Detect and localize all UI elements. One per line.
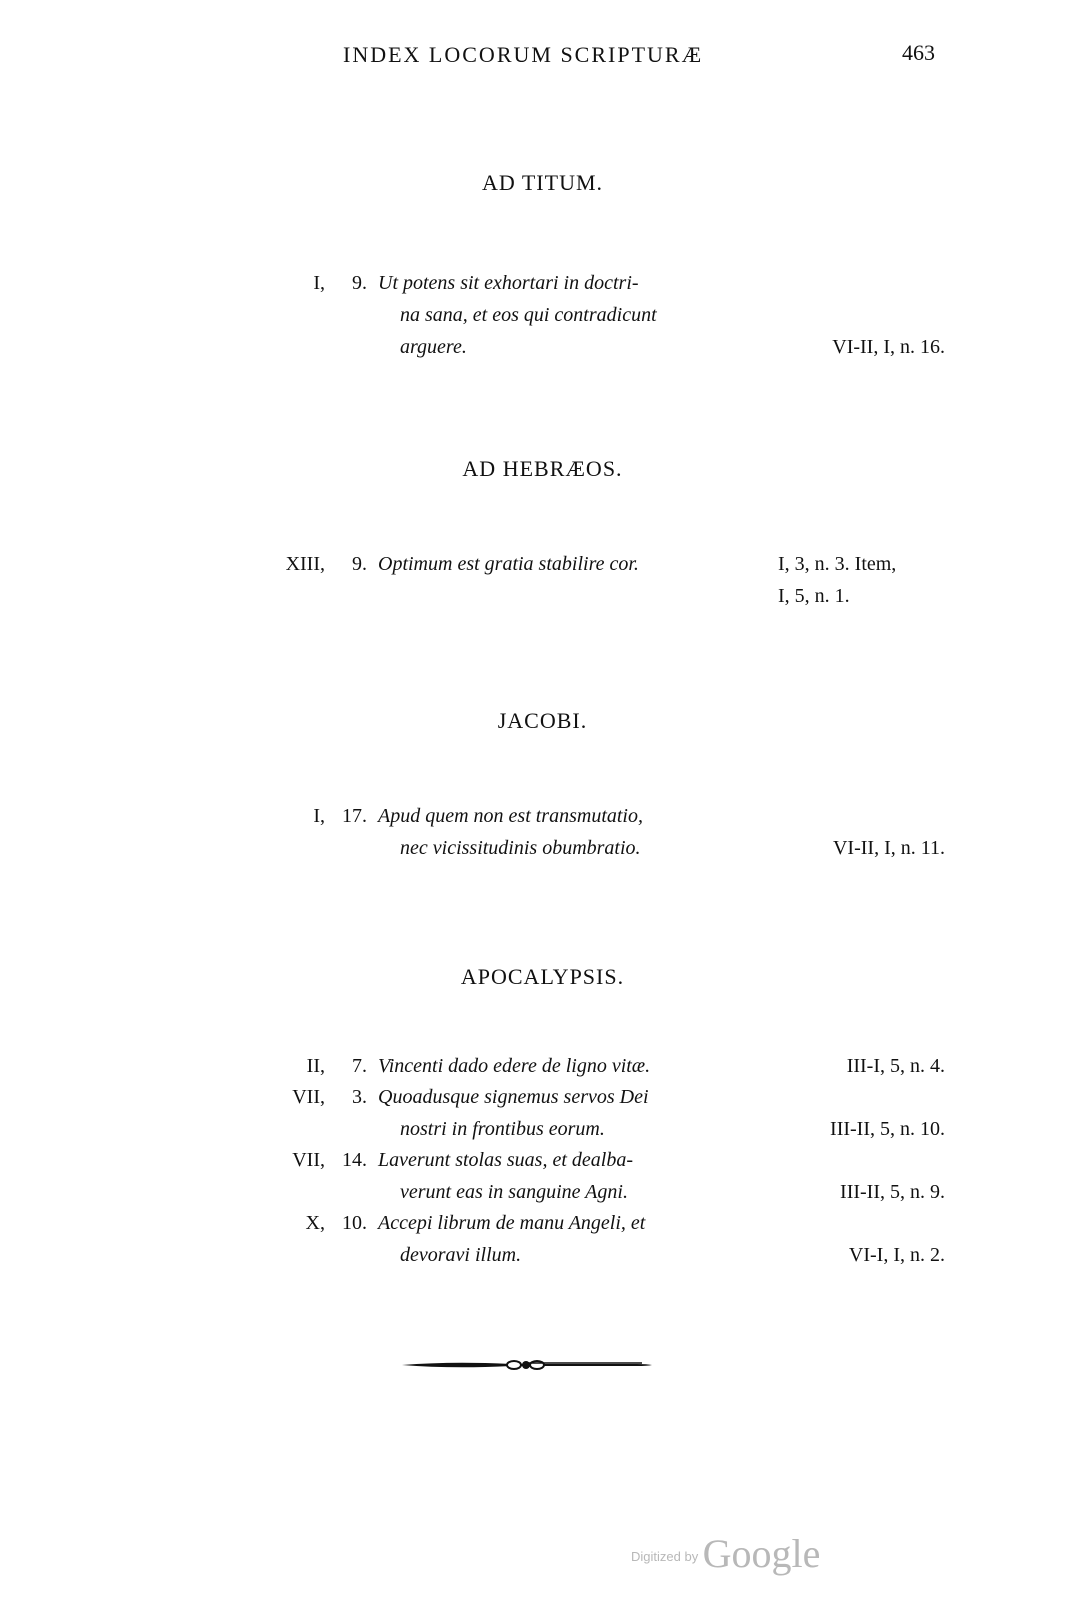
work-reference <box>830 1113 945 1145</box>
running-head: INDEX LOCORUM SCRIPTURÆ <box>343 42 704 67</box>
reference-line: I, 5, n. 1. <box>778 585 850 607</box>
quote-line: nec vicissitudinis obumbratio. <box>400 837 641 859</box>
quote-line: arguere. <box>400 336 467 358</box>
chapter-number: XIII, <box>285 553 325 575</box>
page-number: 463 <box>902 40 935 65</box>
work-reference <box>849 1239 945 1271</box>
quote-line: verunt eas in sanguine Agni. <box>400 1181 628 1203</box>
quote-line: na sana, et eos qui contradicunt <box>400 304 657 326</box>
chapter-number: VII, <box>292 1086 325 1108</box>
quote-line: Ut potens sit exhortari in doctri- <box>378 272 639 294</box>
digitized-watermark <box>631 1530 820 1577</box>
scripture-quote <box>378 800 738 864</box>
reference-line: VI-II, I, n. 16. <box>832 336 945 358</box>
chapter-number: II, <box>306 1055 325 1077</box>
scripture-quote <box>378 1144 738 1208</box>
work-reference <box>833 832 945 864</box>
work-reference <box>832 331 945 363</box>
reference-line: III-II, 5, n. 9. <box>840 1181 945 1203</box>
quote-line: nostri in frontibus eorum. <box>400 1118 605 1140</box>
quote-line: Apud quem non est transmutatio, <box>378 805 643 827</box>
watermark-prefix: Digitized by <box>631 1549 699 1564</box>
reference-line: III-II, 5, n. 10. <box>830 1118 945 1140</box>
section-title: JACOBI. <box>497 708 588 733</box>
chapter-number: I, <box>313 272 325 294</box>
reference-line: VI-II, I, n. 11. <box>832 837 945 859</box>
quote-line: Vincenti dado edere de ligno vitæ. <box>378 1055 651 1077</box>
chapter-number: VII, <box>292 1149 325 1171</box>
quote-line: Laverunt stolas suas, et dealba- <box>378 1149 633 1171</box>
reference-line: VI-I, I, n. 2. <box>848 1244 945 1266</box>
verse-number: 9. <box>352 272 367 294</box>
work-reference <box>778 548 896 612</box>
ornament-rule-icon <box>402 1358 652 1372</box>
work-reference <box>847 1050 945 1082</box>
section-title: APOCALYPSIS. <box>460 964 625 989</box>
verse-number: 10. <box>342 1212 367 1234</box>
chapter-number: I, <box>313 805 325 827</box>
work-reference <box>840 1176 945 1208</box>
verse-number: 14. <box>342 1149 367 1171</box>
section-title: AD TITUM. <box>481 170 604 195</box>
scripture-quote <box>378 1081 738 1145</box>
scripture-quote <box>378 548 738 580</box>
scripture-quote <box>378 1207 738 1271</box>
quote-line: devoravi illum. <box>400 1244 522 1266</box>
quote-line: Accepi librum de manu Angeli, et <box>378 1212 646 1234</box>
scripture-quote <box>378 267 738 363</box>
quote-line: Quoadusque signemus servos Dei <box>378 1086 649 1108</box>
verse-number: 17. <box>342 805 367 827</box>
reference-line: I, 3, n. 3. Item, <box>778 553 897 575</box>
google-logo: Google <box>702 1531 821 1576</box>
section-title: AD HEBRÆOS. <box>462 456 623 481</box>
scripture-quote <box>378 1050 738 1082</box>
quote-line: Optimum est gratia stabilire cor. <box>378 553 639 575</box>
verse-number: 9. <box>352 553 367 575</box>
verse-number: 7. <box>352 1055 367 1077</box>
chapter-number: X, <box>305 1212 325 1234</box>
reference-line: III-I, 5, n. 4. <box>846 1055 945 1077</box>
verse-number: 3. <box>352 1086 367 1108</box>
